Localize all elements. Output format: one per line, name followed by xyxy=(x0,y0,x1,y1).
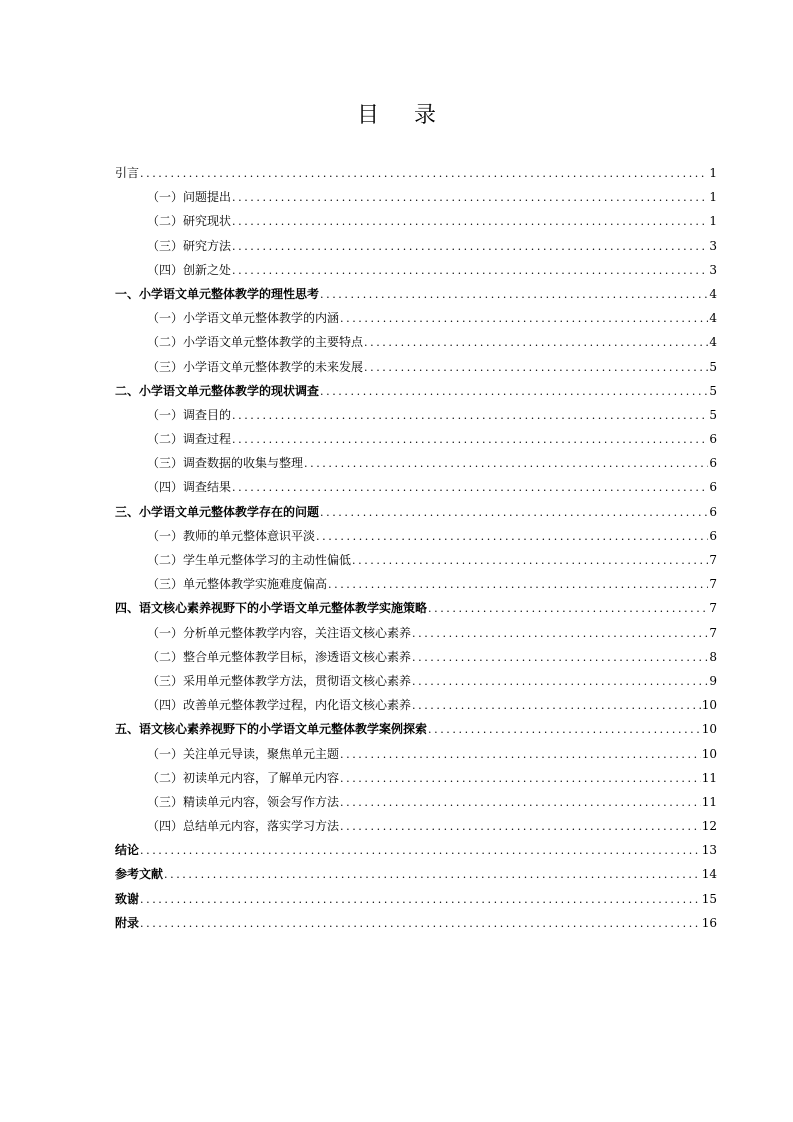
toc-dot-leader xyxy=(428,718,701,742)
toc-dot-leader xyxy=(232,404,708,428)
toc-page-number: 1 xyxy=(709,190,717,205)
toc-section-entry[interactable] xyxy=(115,234,717,258)
toc-section-entry[interactable] xyxy=(115,185,717,209)
toc-entry-label: （一）教师的单元整体意识平淡 xyxy=(147,528,316,543)
toc-section-entry[interactable] xyxy=(115,451,717,475)
toc-chapter-entry[interactable] xyxy=(115,887,717,911)
toc-dot-leader xyxy=(412,670,708,694)
toc-page-number: 4 xyxy=(709,286,717,301)
toc-dot-leader xyxy=(232,210,708,234)
toc-entry-label: （二）小学语文单元整体教学的主要特点 xyxy=(147,335,364,350)
toc-section-entry[interactable] xyxy=(115,693,717,717)
toc-entry-label: 致谢 xyxy=(115,891,140,906)
toc-page-number: 6 xyxy=(709,432,717,447)
toc-dot-leader xyxy=(320,501,708,525)
toc-entry-label: 参考文献 xyxy=(115,867,164,882)
toc-page-number: 10 xyxy=(701,746,717,761)
toc-entry-label: （四）改善单元整体教学过程，内化语文核心素养 xyxy=(147,698,412,713)
toc-section-entry[interactable] xyxy=(115,306,717,330)
toc-entry-label: （一）关注单元导读，聚焦单元主题 xyxy=(147,746,340,761)
toc-page-number: 13 xyxy=(701,843,717,858)
toc-entry-label: （二）初读单元内容，了解单元内容 xyxy=(147,770,340,785)
toc-page-number: 5 xyxy=(709,359,717,374)
toc-entry-label: （一）问题提出 xyxy=(147,190,232,205)
toc-entry-label: 一、小学语文单元整体教学的理性思考 xyxy=(115,286,320,301)
toc-entry-label: （三）单元整体教学实施难度偏高 xyxy=(147,577,328,592)
toc-page-number: 15 xyxy=(701,891,717,906)
toc-page-number: 5 xyxy=(709,383,717,398)
toc-section-entry[interactable] xyxy=(115,742,717,766)
toc-dot-leader xyxy=(316,525,708,549)
toc-entry-label: （三）研究方法 xyxy=(147,238,232,253)
toc-entry-label: （四）创新之处 xyxy=(147,262,232,277)
toc-section-entry[interactable] xyxy=(115,475,717,499)
toc-entry-label: （一）调查目的 xyxy=(147,407,232,422)
toc-entry-label: （三）采用单元整体教学方法，贯彻语文核心素养 xyxy=(147,673,412,688)
toc-dot-leader xyxy=(140,162,708,186)
toc-page-number: 1 xyxy=(709,166,717,180)
toc-chapter-entry[interactable] xyxy=(115,282,717,306)
toc-entry-label: （一）分析单元整体教学内容，关注语文核心素养 xyxy=(147,625,412,640)
toc-dot-leader xyxy=(412,646,708,670)
toc-dot-leader xyxy=(340,767,701,791)
toc-dot-leader xyxy=(320,380,708,404)
toc-page-number: 3 xyxy=(709,262,717,277)
toc-dot-leader xyxy=(340,791,701,815)
toc-page-number: 12 xyxy=(701,819,717,834)
toc-dot-leader xyxy=(140,912,701,936)
toc-section-entry[interactable] xyxy=(115,403,717,427)
toc-dot-leader xyxy=(412,622,708,646)
toc-entry-label: （一）小学语文单元整体教学的内涵 xyxy=(147,311,340,326)
toc-page-number: 11 xyxy=(701,794,717,809)
toc-page-number: 6 xyxy=(709,480,717,495)
toc-entry-label: （二）学生单元整体学习的主动性偏低 xyxy=(147,553,352,567)
toc-dot-leader xyxy=(232,259,708,283)
toc-chapter-entry[interactable] xyxy=(115,717,717,741)
toc-dot-leader xyxy=(140,888,701,912)
toc-page-number: 8 xyxy=(709,649,717,664)
toc-section-entry[interactable] xyxy=(115,427,717,451)
toc-page-number: 5 xyxy=(709,407,717,422)
toc-entry-label: （三）调查数据的收集与整理 xyxy=(147,456,304,471)
toc-page-number: 16 xyxy=(701,915,717,930)
toc-dot-leader xyxy=(140,839,701,863)
toc-page-number: 6 xyxy=(709,456,717,471)
toc-entry-label: （二）研究现状 xyxy=(147,214,232,229)
toc-section-entry[interactable] xyxy=(115,814,717,838)
toc-dot-leader xyxy=(232,428,708,452)
toc-page-number: 7 xyxy=(709,577,717,592)
toc-section-entry[interactable] xyxy=(115,621,717,645)
toc-entry-label: 二、小学语文单元整体教学的现状调查 xyxy=(115,383,320,398)
toc-section-entry[interactable] xyxy=(115,355,717,379)
toc-dot-leader xyxy=(428,597,708,621)
toc-page-number: 7 xyxy=(709,601,717,616)
toc-entry-label: （二）整合单元整体教学目标，渗透语文核心素养 xyxy=(147,649,412,664)
toc-section-entry[interactable] xyxy=(115,645,717,669)
toc-section-entry[interactable] xyxy=(115,330,717,354)
toc-section-entry[interactable] xyxy=(115,524,717,548)
toc-chapter-entry[interactable] xyxy=(115,862,717,886)
toc-section-entry[interactable] xyxy=(115,572,717,596)
toc-entry-label: （三）小学语文单元整体教学的未来发展 xyxy=(147,359,364,374)
toc-dot-leader xyxy=(328,573,708,597)
toc-dot-leader xyxy=(232,235,708,259)
toc-page-number: 4 xyxy=(709,335,717,350)
toc-chapter-entry[interactable] xyxy=(115,379,717,403)
toc-page-number: 11 xyxy=(701,770,717,785)
toc-entry-label: 三、小学语文单元整体教学存在的问题 xyxy=(115,504,320,519)
toc-entry-label: （四）总结单元内容，落实学习方法 xyxy=(147,819,340,834)
toc-entry-label: 附录 xyxy=(115,915,140,930)
toc-page-number: 6 xyxy=(709,504,717,519)
toc-chapter-entry[interactable] xyxy=(115,911,717,935)
toc-dot-leader xyxy=(304,452,708,476)
toc-section-entry[interactable] xyxy=(115,669,717,693)
toc-section-entry[interactable] xyxy=(115,548,717,572)
toc-entry-label: 五、语文核心素养视野下的小学语文单元整体教学案例探索 xyxy=(115,722,428,737)
toc-page-number: 7 xyxy=(709,625,717,640)
toc-dot-leader xyxy=(340,307,708,331)
toc-section-entry[interactable] xyxy=(115,790,717,814)
toc-page-number: 3 xyxy=(709,238,717,253)
toc-chapter-entry[interactable] xyxy=(115,500,717,524)
toc-page-number: 9 xyxy=(709,673,717,688)
toc-section-entry[interactable] xyxy=(115,209,717,233)
toc-page-number: 4 xyxy=(709,311,717,326)
toc-dot-leader xyxy=(320,283,708,307)
toc-dot-leader xyxy=(232,476,708,500)
toc-dot-leader xyxy=(340,743,701,767)
toc-dot-leader xyxy=(364,331,708,355)
toc-page-number: 10 xyxy=(701,698,717,713)
toc-page-number: 14 xyxy=(701,867,717,882)
toc-page-number: 1 xyxy=(709,214,717,229)
toc-entry-label: （三）精读单元内容，领会写作方法 xyxy=(147,794,340,809)
toc-dot-leader xyxy=(364,356,708,380)
toc-entry-label: 四、语文核心素养视野下的小学语文单元整体教学实施策略 xyxy=(115,601,428,616)
toc-page-number: 6 xyxy=(709,528,717,543)
toc-dot-leader xyxy=(232,186,708,210)
toc-dot-leader xyxy=(164,863,701,887)
toc-entry-label: 结论 xyxy=(115,843,140,858)
table-of-contents xyxy=(115,161,717,935)
toc-chapter-entry[interactable] xyxy=(115,838,717,862)
toc-chapter-entry[interactable] xyxy=(115,161,717,185)
toc-entry-label: （二）调查过程 xyxy=(147,432,232,447)
toc-page-number: 7 xyxy=(709,553,717,567)
toc-dot-leader xyxy=(352,549,708,573)
toc-section-entry[interactable] xyxy=(115,766,717,790)
page-title: 目 录 xyxy=(357,103,450,128)
toc-chapter-entry[interactable] xyxy=(115,596,717,620)
toc-section-entry[interactable] xyxy=(115,258,717,282)
toc-dot-leader xyxy=(412,694,701,718)
toc-dot-leader xyxy=(340,815,701,839)
toc-page-number: 10 xyxy=(701,722,717,737)
toc-entry-label: 引言 xyxy=(115,166,140,180)
toc-entry-label: （四）调查结果 xyxy=(147,480,232,495)
